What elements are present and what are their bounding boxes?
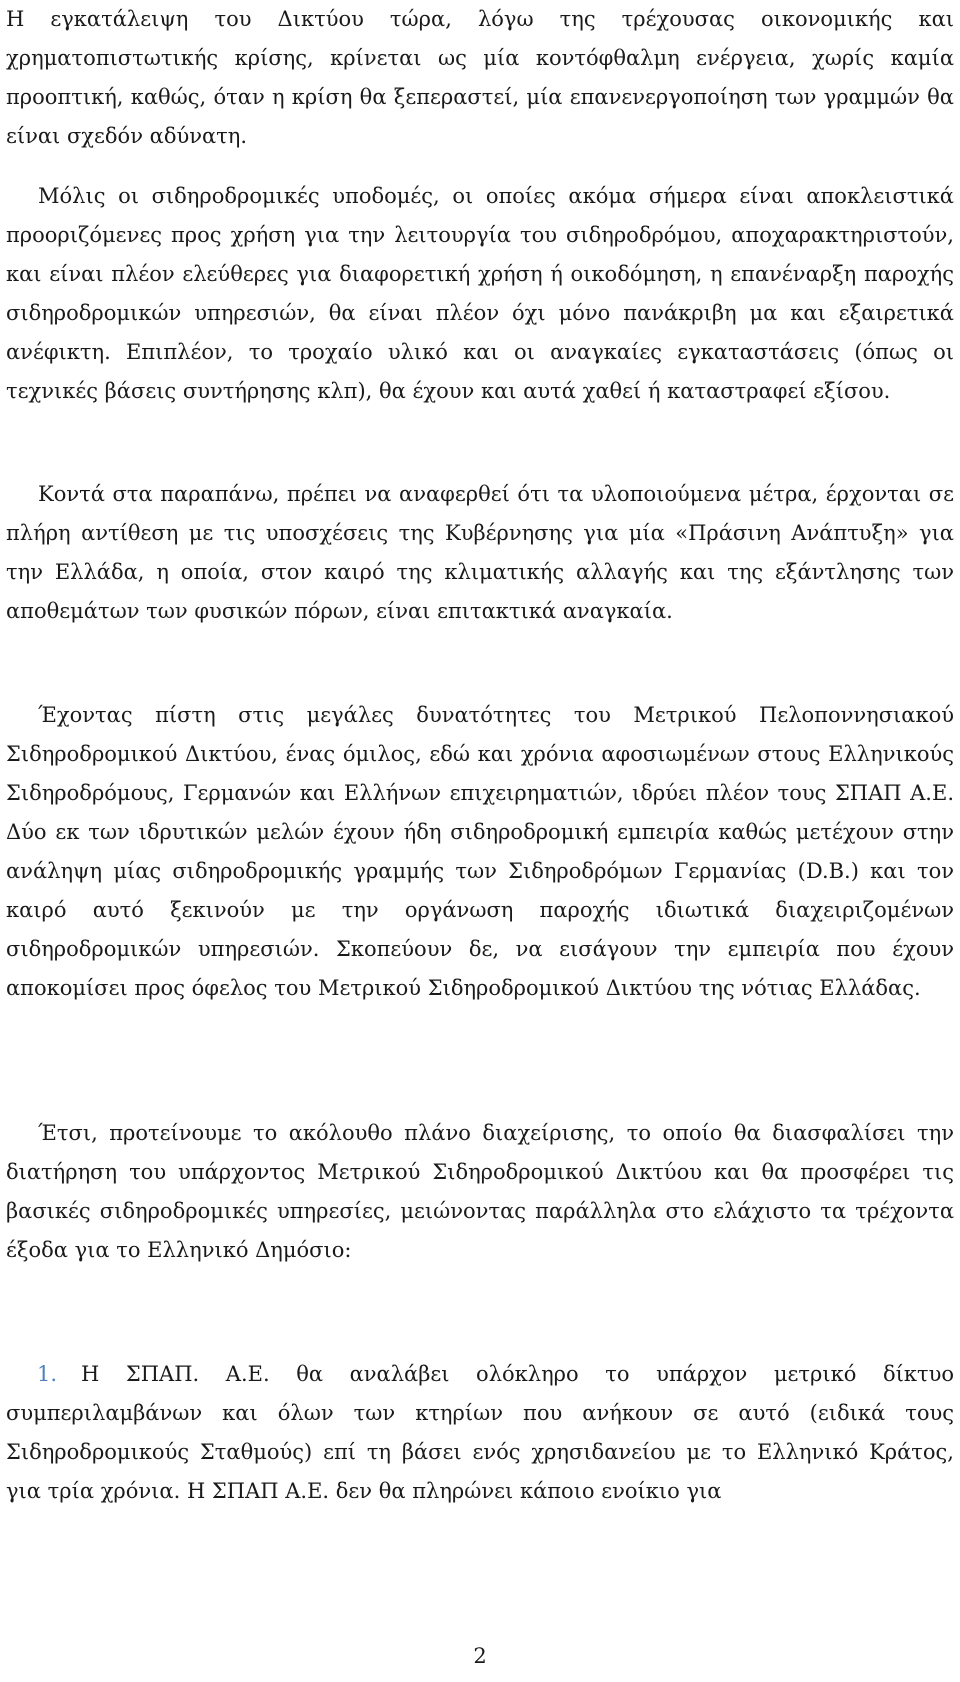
paragraph-4: Έχοντας πίστη στις μεγάλες δυνατότητες του Μετρικού Πελοποννησιακού Σιδηροδρομικού Δικτύου, ένας όμιλος, εδώ και χρόνια αφοσιωμένων στους Ελληνικούς Σιδηροδρόμους, Γερμανών και Ελλήνων επιχειρηματιών, ιδρύει πλέον τους ΣΠΑΠ Α.Ε. Δύο εκ των ιδρυτικών μελών έχουν ήδη σιδηροδρομική εμπειρία καθώς μετέχουν στην ανάληψη μίας σιδηροδρομικής γραμμής των Σιδηροδρόμων Γερμανίας (D.B.) και τον καιρό αυτό ξεκινούν με την οργάνωση παροχής ιδιωτικά διαχειριζομένων σιδηροδρομικών υπηρεσιών. Σκοπεύουν δε, να εισάγουν την εμπειρία που έχουν αποκομίσει προς όφελος του Μετρικού Σιδηροδρομικού Δικτύου της νότιας Ελλάδας. (6, 703, 954, 1000)
list-item (6, 1355, 954, 1511)
paragraph-1: Η εγκατάλειψη του Δικτύου τώρα, λόγω της τρέχουσας οικονομικής και χρηματοπιστωτικής κρίσης, κρίνεται ως μία κοντόφθαλμη ενέργεια, χωρίς καμία προοπτική, καθώς, όταν η κρίση θα ξεπεραστεί, μία επανενεργοποίηση των γραμμών θα είναι σχεδόν αδύνατη. (6, 7, 954, 148)
list-item-text: Η ΣΠΑΠ. Α.Ε. θα αναλάβει ολόκληρο το υπάρχον μετρικό δίκτυο συμπεριλαμβάνων και όλων των κτηρίων που ανήκουν σε αυτό (ειδικά τους Σιδηροδρομικούς Σταθμούς) επί τη βάσει ενός χρησιδανείου με το Ελληνικό Κράτος, για τρία χρόνια. Η ΣΠΑΠ Α.Ε. δεν θα πληρώνει κάποιο ενοίκιο για (6, 1362, 954, 1503)
page-number: 2 (473, 1644, 487, 1668)
paragraph-2: Μόλις οι σιδηροδρομικές υποδομές, οι οποίες ακόμα σήμερα είναι αποκλειστικά προοριζόμενες προς χρήση για την λειτουργία του σιδηροδρόμου, αποχαρακτηριστούν, και είναι πλέον ελεύθερες για διαφορετική χρήση ή οικοδόμηση, η επανέναρξη παροχής σιδηροδρομικών υπηρεσιών, θα είναι πλέον όχι μόνο πανάκριβη μα και εξαιρετικά ανέφικτη. Επιπλέον, το τροχαίο υλικό και οι αναγκαίες εγκαταστάσεις (όπως οι τεχνικές βάσεις συντήρησης κλπ), θα έχουν και αυτά χαθεί ή καταστραφεί εξίσου. (6, 184, 954, 403)
paragraph-3: Κοντά στα παραπάνω, πρέπει να αναφερθεί ότι τα υλοποιούμενα μέτρα, έρχονται σε πλήρη αντίθεση με τις υποσχέσεις της Κυβέρνησης για μία «Πράσινη Ανάπτυξη» για την Ελλάδα, η οποία, στον καιρό της κλιματικής αλλαγής και της εξάντλησης των αποθεμάτων των φυσικών πόρων, είναι επιτακτικά αναγκαία. (6, 482, 954, 623)
paragraph-5: Έτσι, προτείνουμε το ακόλουθο πλάνο διαχείρισης, το οποίο θα διασφαλίσει την διατήρηση του υπάρχοντος Μετρικού Σιδηροδρομικού Δικτύου και θα προσφέρει τις βασικές σιδηροδρομικές υπηρεσίες, μειώνοντας παράλληλα στο ελάχιστο τα τρέχοντα έξοδα για το Ελληνικό Δημόσιο: (6, 1121, 954, 1262)
list-item-number: 1. (37, 1362, 58, 1386)
